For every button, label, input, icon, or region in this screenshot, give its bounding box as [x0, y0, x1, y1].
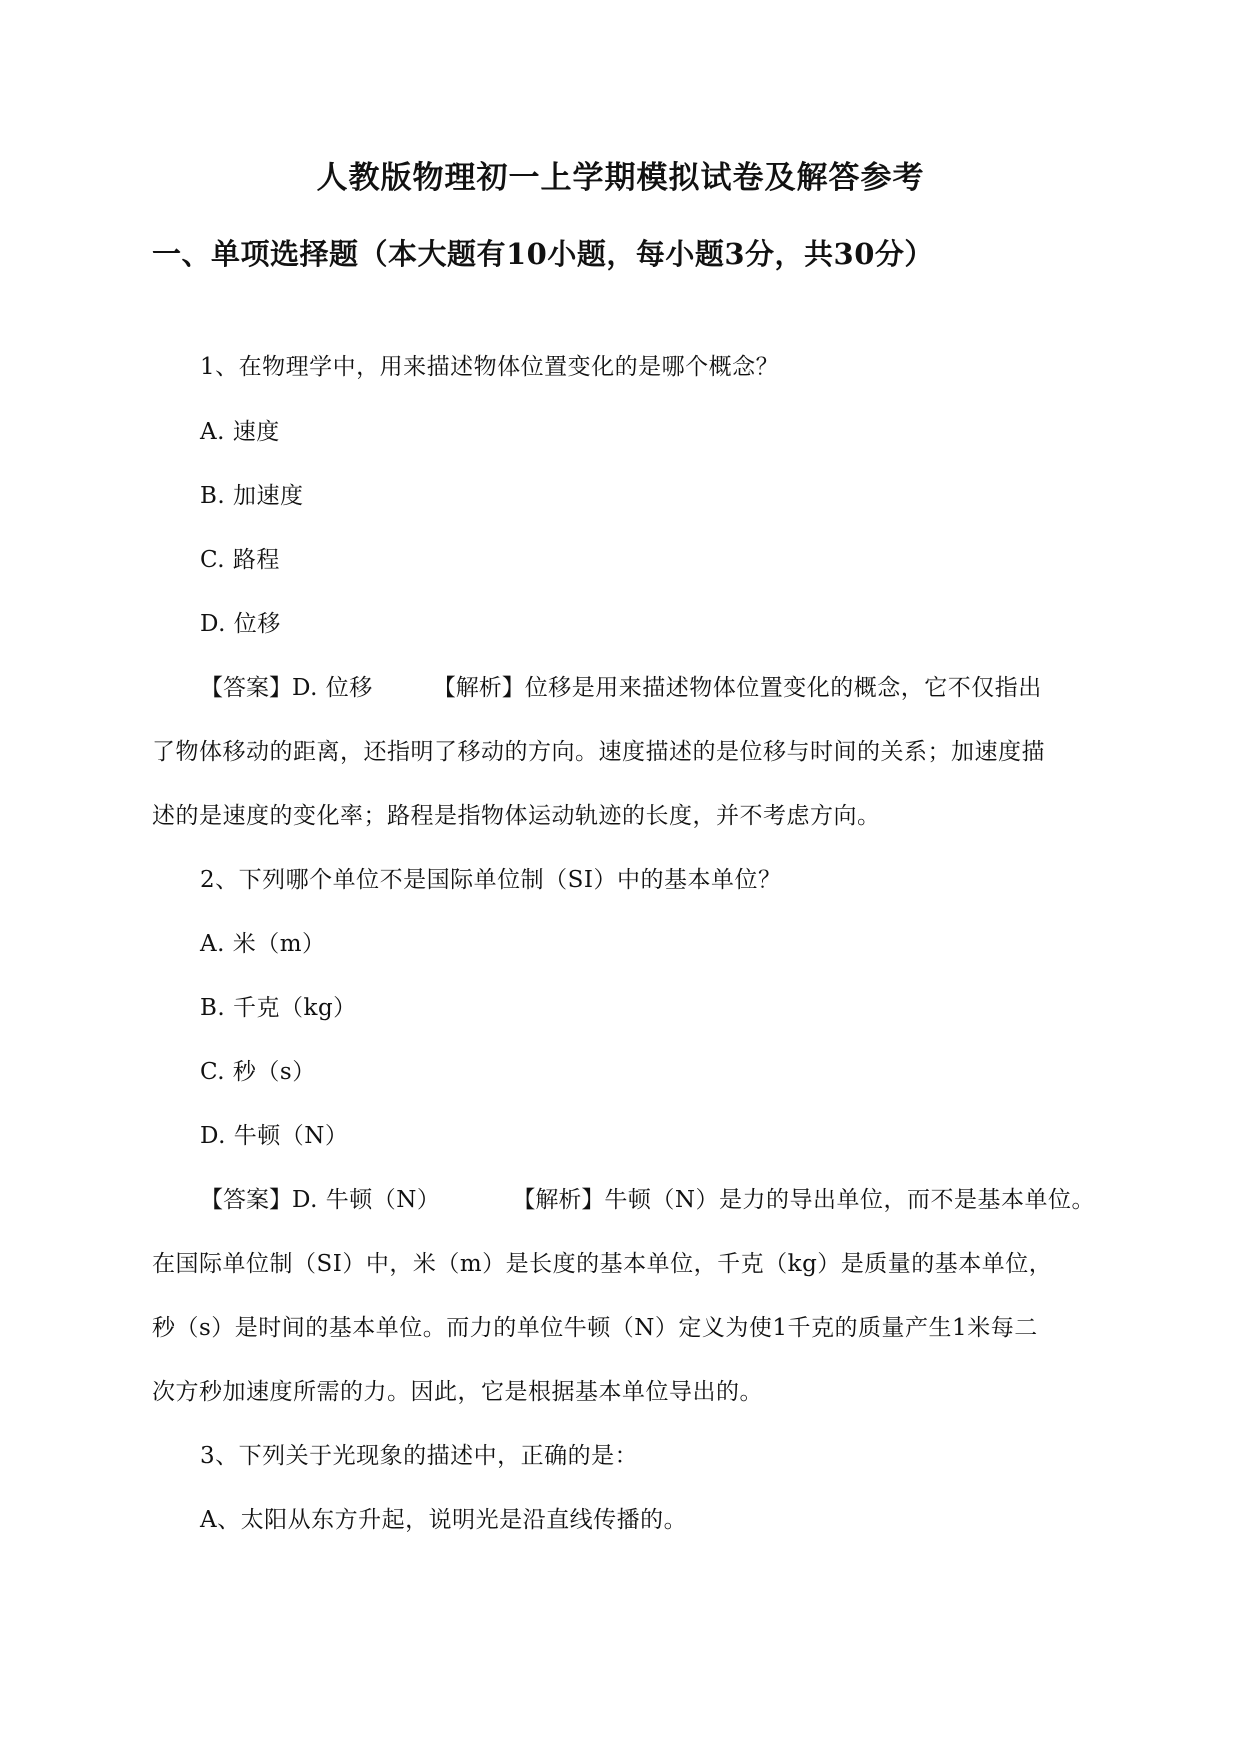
answer-text: D. 位移: [292, 675, 373, 701]
question-2-analysis-line-4: 次方秒加速度所需的力。因此，它是根据基本单位导出的。: [152, 1379, 763, 1405]
question-2-stem: 2、下列哪个单位不是国际单位制（SI）中的基本单位？: [200, 867, 782, 893]
question-1-option-b: B. 加速度: [200, 483, 304, 509]
document-title: 人教版物理初一上学期模拟试卷及解答参考: [316, 160, 925, 196]
question-1-analysis-line-2: 了物体移动的距离，还指明了移动的方向。速度描述的是位移与时间的关系；加速度描: [152, 739, 1045, 765]
question-2-option-a: A. 米（m）: [200, 931, 326, 957]
section-heading: 一、单项选择题（本大题有10小题，每小题3分，共30分）: [152, 237, 934, 271]
question-1-option-a: A. 速度: [200, 419, 280, 445]
question-3-option-a: A、太阳从东方升起，说明光是沿直线传播的。: [200, 1507, 688, 1533]
question-2-option-c: C. 秒（s）: [200, 1059, 316, 1085]
answer-text: D. 牛顿（N）: [292, 1187, 441, 1213]
question-2-answer-line: [200, 1185, 1095, 1215]
analysis-label: 【解析】: [432, 675, 525, 701]
analysis-text: 牛顿（N）是力的导出单位，而不是基本单位。: [604, 1187, 1095, 1213]
question-1-option-d: D. 位移: [200, 611, 281, 637]
question-3-stem: 3、下列关于光现象的描述中，正确的是：: [200, 1443, 639, 1469]
analysis-label: 【解析】: [512, 1187, 605, 1213]
question-2-option-d: D. 牛顿（N）: [200, 1123, 349, 1149]
question-2-analysis-line-2: 在国际单位制（SI）中，米（m）是长度的基本单位，千克（kg）是质量的基本单位，: [152, 1251, 1053, 1277]
question-1-analysis-line-3: 述的是速度的变化率；路程是指物体运动轨迹的长度，并不考虑方向。: [152, 803, 881, 829]
answer-label: 【答案】: [200, 1187, 292, 1213]
question-1-answer-line: [200, 673, 1042, 703]
answer-label: 【答案】: [200, 675, 292, 701]
question-1-option-c: C. 路程: [200, 547, 280, 573]
analysis-text: 位移是用来描述物体位置变化的概念，它不仅指出: [524, 675, 1042, 701]
question-2-option-b: B. 千克（kg）: [200, 995, 357, 1021]
question-1-stem: 1、在物理学中，用来描述物体位置变化的是哪个概念？: [200, 354, 780, 380]
question-2-analysis-line-3: 秒（s）是时间的基本单位。而力的单位牛顿（N）定义为使1千克的质量产生1米每二: [152, 1315, 1038, 1341]
